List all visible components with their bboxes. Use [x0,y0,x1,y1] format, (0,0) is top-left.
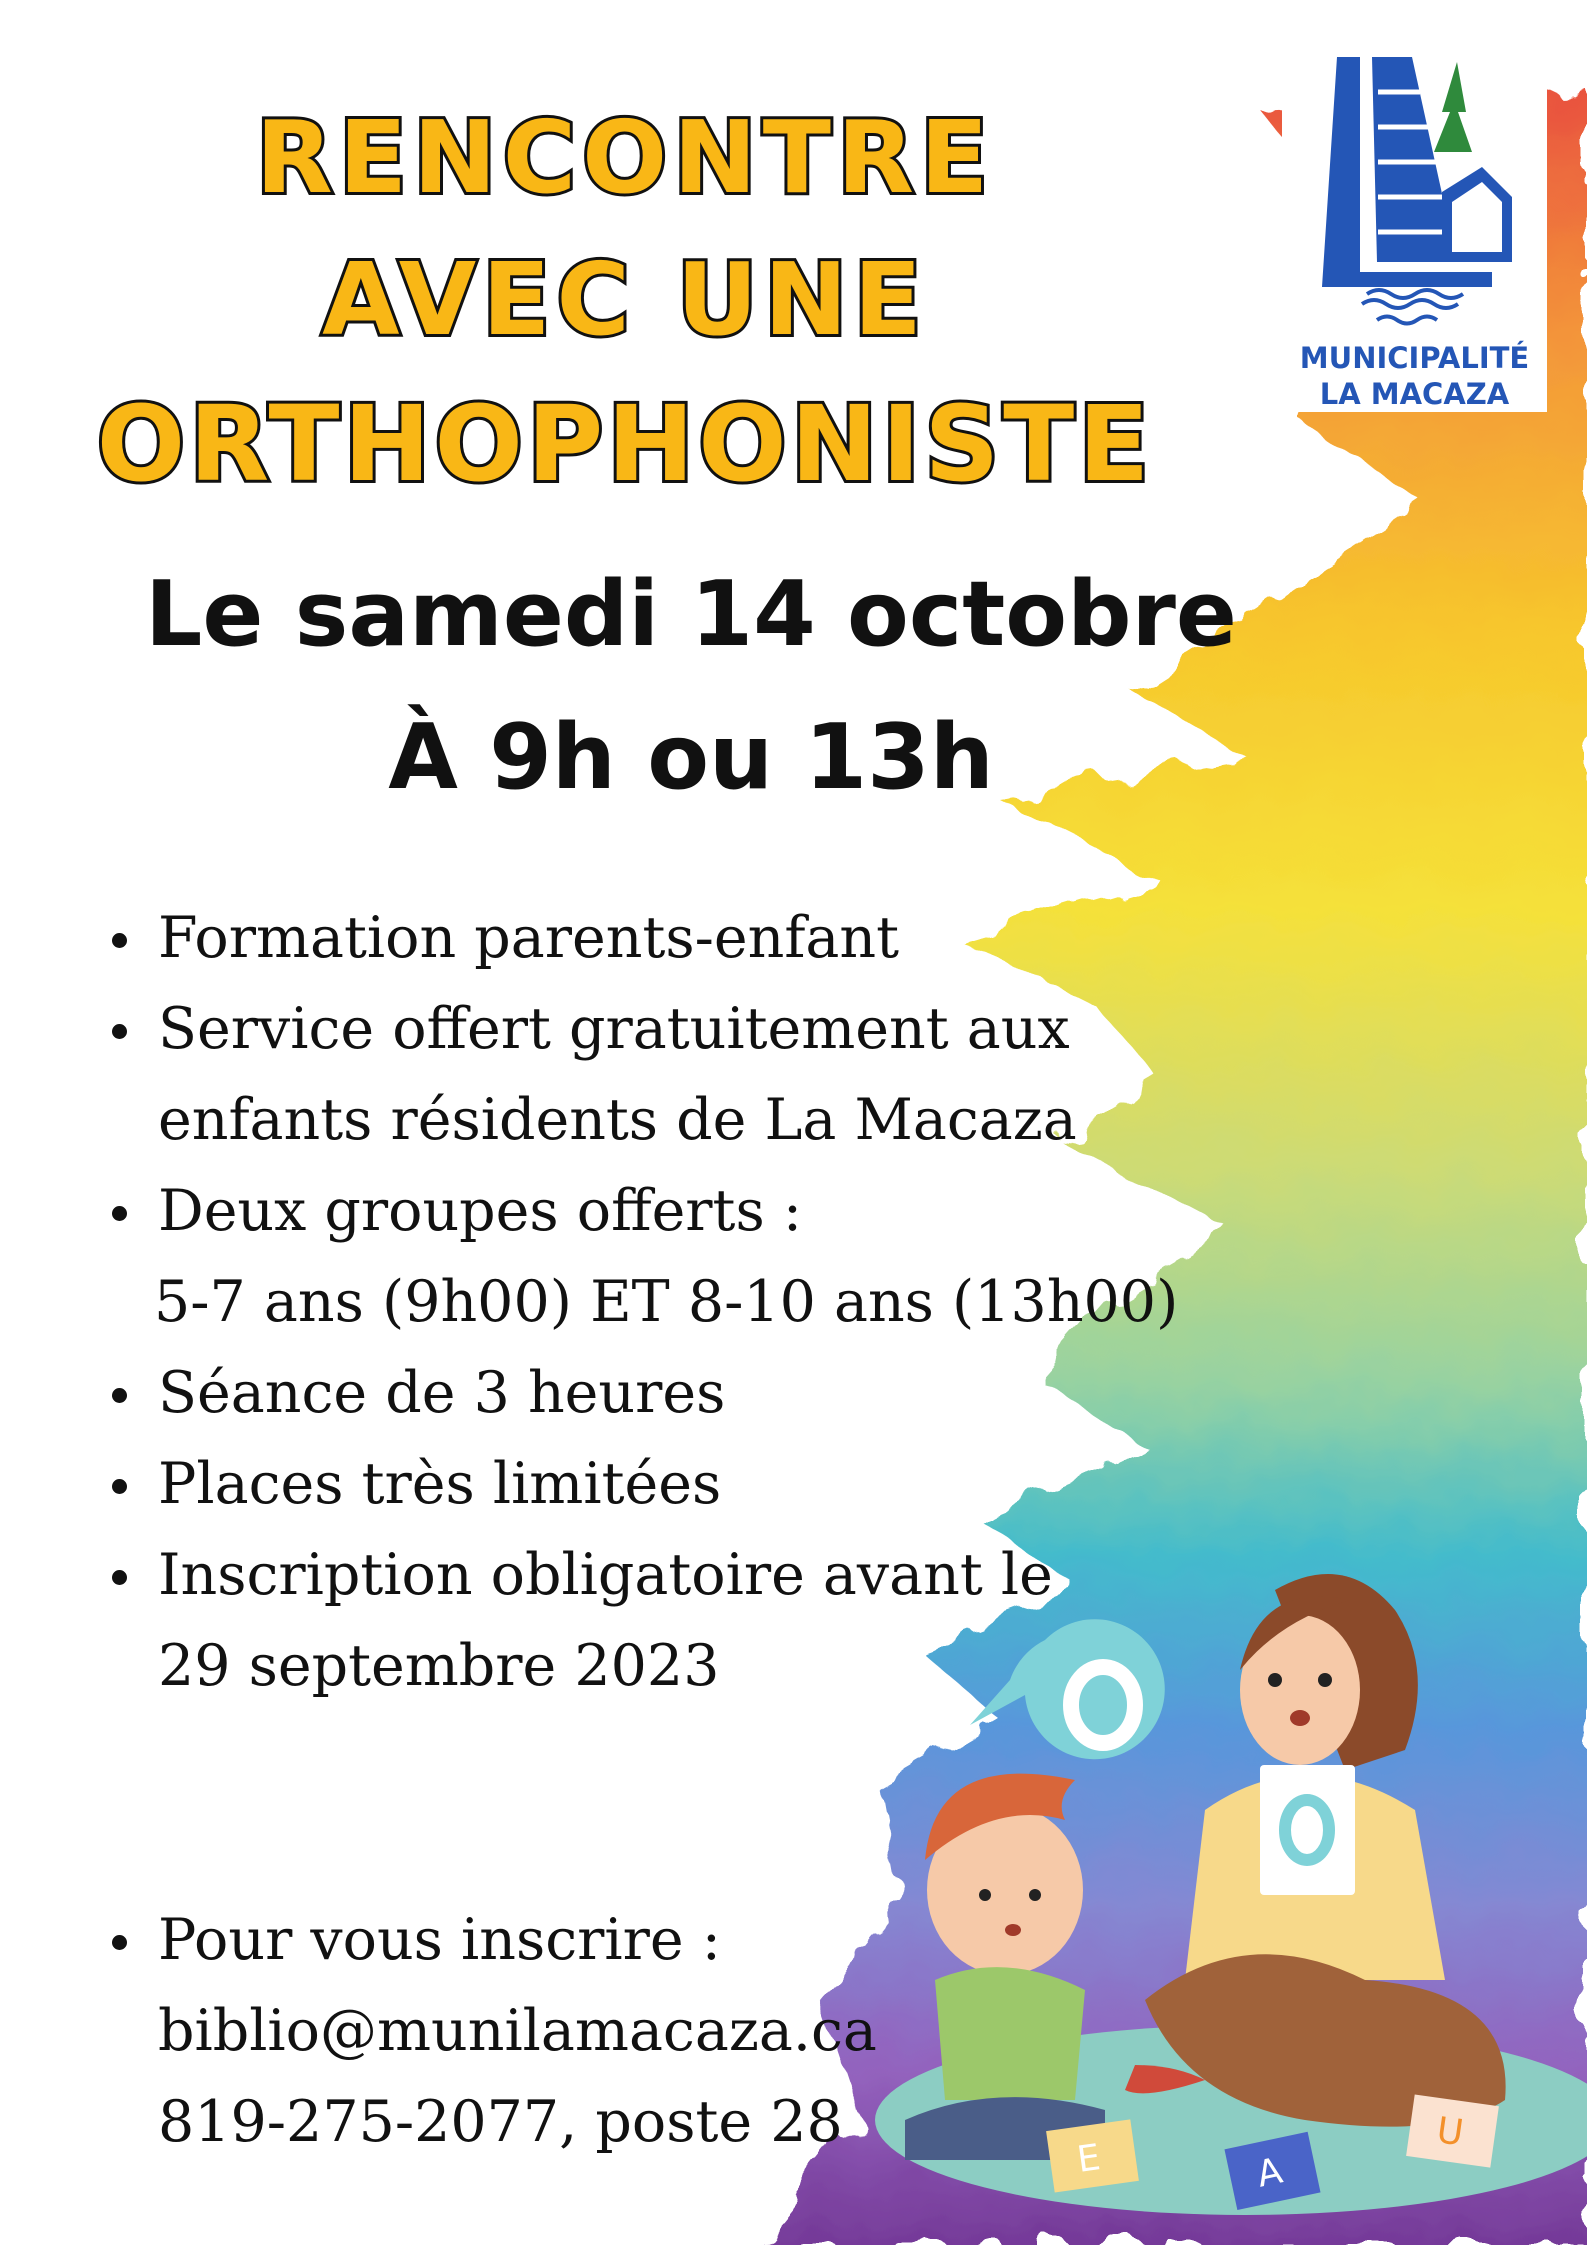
floor-card-letter: A [1253,2150,1287,2196]
list-item [108,984,1208,1166]
bullet-icon [112,1024,127,1039]
contact-email[interactable]: biblio@munilamacaza.ca [158,1998,877,2064]
list-item [108,1348,1208,1439]
item-text: Inscription obligatoire avant le [158,1542,1053,1608]
event-time: À 9h ou 13h [388,705,994,810]
item-text-cont: enfants résidents de La Macaza [158,1087,1077,1153]
bullet-icon [112,1935,127,1950]
bullet-icon [112,1570,127,1585]
speech-bubble-icon [970,1619,1165,1759]
title-line-3: ORTHOPHONISTE [96,383,1154,505]
contact-phone[interactable]: 819-275-2077, poste 28 [158,2089,843,2155]
item-text: Service offert gratuitement aux [158,996,1070,1062]
item-text: Places très limitées [158,1451,722,1517]
list-item [108,1166,1208,1348]
item-text: Formation parents-enfant [158,905,900,971]
speech-therapy-illustration [845,1560,1587,2220]
logo-mark-icon [1282,32,1547,302]
item-text-cont: 5-7 ans (9h00) ET 8-10 ans (13h00) [154,1269,1179,1335]
bullet-icon [112,1388,127,1403]
event-date: Le samedi 14 octobre [145,562,1237,667]
item-text-cont: 29 septembre 2023 [158,1633,720,1699]
municipality-logo [1282,32,1547,412]
list-item [108,893,1208,984]
logo-water-icon [1282,294,1547,334]
bullet-icon [112,1206,127,1221]
logo-text-line-1: MUNICIPALITÉ [1299,341,1530,375]
therapist-icon [1125,1574,1506,2127]
bullet-icon [112,1479,127,1494]
item-text: Séance de 3 heures [158,1360,726,1426]
logo-text-line-2: LA MACAZA [1319,377,1510,411]
floor-card-letter: E [1074,2137,1103,2181]
contact-label: Pour vous inscrire : [158,1907,721,1973]
list-item [108,1439,1208,1530]
title-line-2: AVEC UNE [322,241,928,358]
bullet-icon [112,933,127,948]
floor-card-letter: U [1434,2110,1466,2155]
item-text: Deux groupes offerts : [158,1178,803,1244]
title-line-1: RENCONTRE [255,99,995,216]
